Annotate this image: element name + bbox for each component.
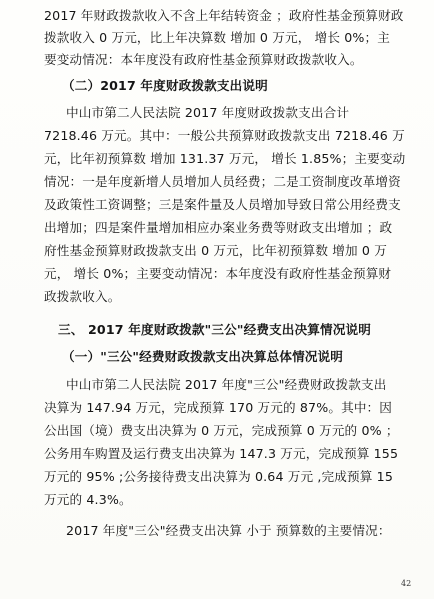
page-number: 42 (401, 579, 412, 588)
text-line: 情况：一是年度新增人员增加人员经费；二是工资制度改革增资 (44, 174, 401, 189)
text-line: 府性基金预算财政拨款支出 0 万元，比年初预算数 增加 0 万 (44, 243, 387, 258)
text-line: 7218.46 万元。其中：一般公共预算财政拨款支出 7218.46 万 (44, 128, 405, 143)
text-line: 中山市第二人民法院 2017 年度财政拨款支出合计 (66, 105, 350, 120)
text-line: 2017 年度"三公"经费支出决算 小于 预算数的主要情况： (66, 523, 391, 538)
text-line: 公出国（境）费支出决算为 0 万元，完成预算 0 万元的 0% ； (44, 423, 399, 438)
text-line: 万元的 4.3%。 (44, 492, 132, 507)
subsection-heading: （一）"三公"经费财政拨款支出决算总体情况说明 (62, 349, 344, 364)
text-line: 政拨款收入。 (44, 289, 121, 304)
text-line: 元， 增长 0%；主要变动情况：本年度没有政府性基金预算财 (44, 266, 392, 281)
text-line: 万元的 95% ;公务接待费支出决算为 0.64 万元 ,完成预算 15 (44, 469, 394, 484)
text-line: 公务用车购置及运行费支出决算为 147.3 万元，完成预算 155 (44, 446, 399, 461)
text-line: 中山市第二人民法院 2017 年度"三公"经费财政拨款支出 (66, 377, 387, 392)
text-line: 元，比年初预算数 增加 131.37 万元， 增长 1.85%；主要变动 (44, 151, 406, 166)
text-line: 拨款收入 0 万元，比上年决算数 增加 0 万元， 增长 0%；主 (44, 30, 391, 45)
text-line: 决算为 147.94 万元，完成预算 170 万元的 87%。其中：因 (44, 400, 393, 415)
section-heading: 三、 2017 年度财政拨款"三公"经费支出决算情况说明 (58, 322, 372, 337)
text-line: 2017 年财政拨款收入不含上年结转资金 ；政府性基金预算财政 (44, 8, 404, 23)
section-heading: （二）2017 年度财政拨款支出说明 (62, 78, 268, 93)
text-line: 及政策性工资调整；三是案件量及人员增加导致日常公用经费支 (44, 197, 401, 212)
text-line: 出增加；四是案件量增加相应办案业务费等财政支出增加 ；政 (44, 220, 393, 235)
text-line: 要变动情况：本年度没有政府性基金预算财政拨款收入。 (44, 52, 363, 67)
